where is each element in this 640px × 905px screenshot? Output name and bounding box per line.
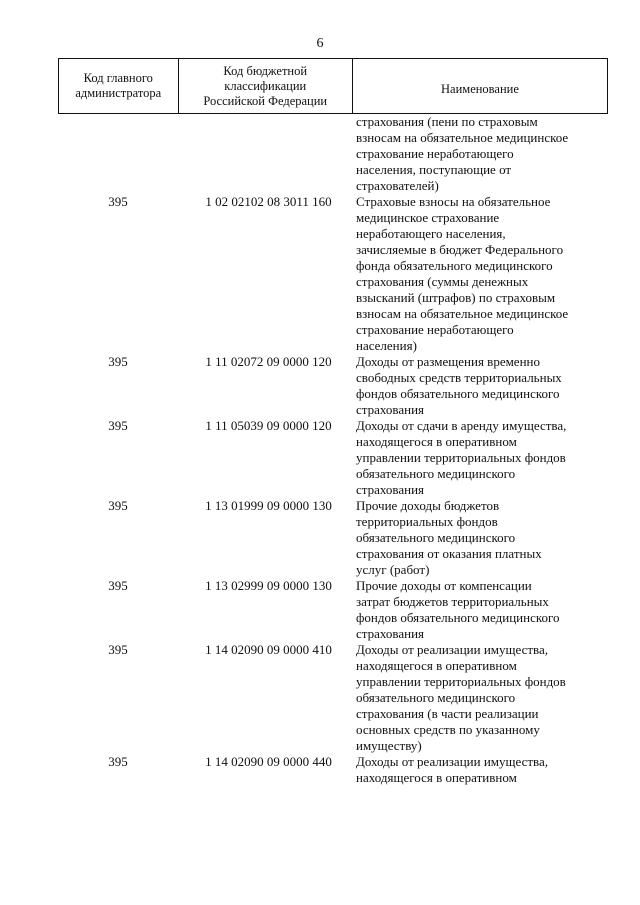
page-number: 6 [316, 36, 324, 51]
name-cell: Доходы от реализации имущества, находящегося в оперативном [356, 754, 549, 785]
name-cell: Доходы от размещения временно свободных средств территориальных фондов обязательного медицинского страхования [356, 354, 562, 417]
admin-cell: 395 [108, 194, 128, 209]
table-row [58, 642, 608, 754]
table-row [58, 754, 608, 786]
budget-classification-table [58, 58, 608, 786]
code-cell [178, 114, 353, 194]
table-row [58, 354, 608, 418]
name-cell: Доходы от реализации имущества, находящегося в оперативном управлении территориальных фондов обязательного медицинского страхования (в части реализации основных средств по указанному имуществу) [356, 642, 566, 753]
table-header [58, 58, 608, 114]
admin-cell: 395 [108, 578, 128, 593]
name-cell: Страховые взносы на обязательное медицинское страхование неработающего населения, зачисляемые в бюджет Федерального фонда обязательного медицинского страхования (суммы денежных взысканий (штрафов) по страховым взносам на обязательное медицинское страхование неработающего населения) [356, 194, 569, 353]
code-cell: 1 13 01999 09 0000 130 [205, 498, 332, 513]
table-row [58, 498, 608, 578]
code-cell: 1 11 02072 09 0000 120 [205, 354, 332, 369]
table-row [58, 578, 608, 642]
table-row-continuation [58, 114, 608, 194]
admin-cell [58, 114, 178, 194]
code-cell: 1 02 02102 08 3011 160 [205, 194, 332, 209]
header-name: Наименование [441, 81, 519, 96]
admin-cell: 395 [108, 498, 128, 513]
admin-cell: 395 [108, 418, 128, 433]
table-row [58, 194, 608, 354]
name-cell: Прочие доходы от компенсации затрат бюджетов территориальных фондов обязательного медицинского страхования [356, 578, 560, 641]
name-cell: Доходы от сдачи в аренду имущества, находящегося в оперативном управлении территориальных фондов обязательного медицинского страхования [356, 418, 567, 497]
header-admin-code: Код главного администратора [59, 59, 179, 113]
admin-cell: 395 [108, 754, 128, 769]
code-cell: 1 14 02090 09 0000 410 [205, 642, 332, 657]
name-cell: Прочие доходы бюджетов территориальных фондов обязательного медицинского страхования от оказания платных услуг (работ) [356, 498, 542, 577]
header-budget-code: Код бюджетной классификации Российской Федерации [179, 59, 353, 113]
code-cell: 1 14 02090 09 0000 440 [205, 754, 332, 769]
name-cell: страхования (пени по страховым взносам на обязательное медицинское страхование неработающего населения, поступающие от страхователей) [356, 114, 569, 193]
table-row [58, 418, 608, 498]
code-cell: 1 11 05039 09 0000 120 [205, 418, 332, 433]
admin-cell: 395 [108, 354, 128, 369]
code-cell: 1 13 02999 09 0000 130 [205, 578, 332, 593]
admin-cell: 395 [108, 642, 128, 657]
